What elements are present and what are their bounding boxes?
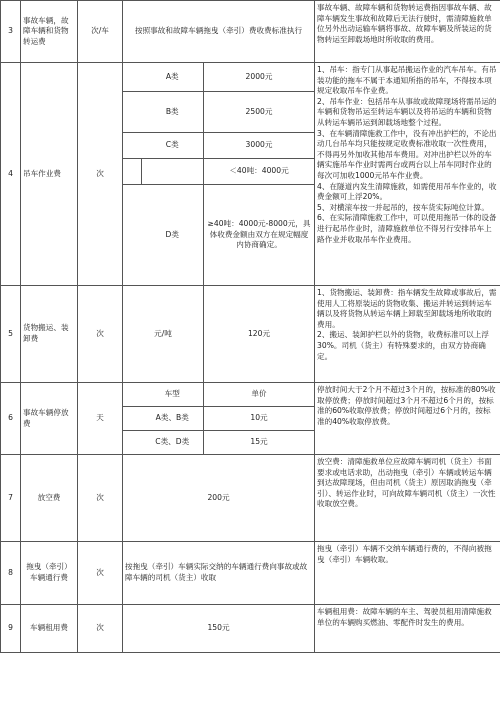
unit: 次 [78,605,123,653]
price: 200元 [123,455,315,542]
tier-price: ＜40吨：4000元 [204,159,315,185]
description: 拖曳（牵引）车辆不交纳车辆通行费的，不得向被拖曳（牵引）车辆收取。 [315,542,500,605]
unit-price-header: 单价 [204,383,315,407]
description: 放空费：清障施救单位应故障车辆司机（货主）书面要求或电话求助，出动拖曳（牵引）车辆或转运车辆到达故障现场，但由司机（货主）原因取消拖曳（牵引）、转运作业时，可向故障车辆司机（货主）一次性收取放空费。 [315,455,500,542]
vehicle-class: B类 [142,92,204,133]
tier-price: 10元 [204,407,315,431]
tier-price: 2500元 [204,92,315,133]
unit: 次 [78,286,123,383]
vehicle-class: A类 [142,63,204,92]
spacer [123,133,142,159]
row-number: 3 [1,1,21,63]
tier-price: 2000元 [204,63,315,92]
description: 停放时间大于2个月不超过3个月的，按标准的80%收取停放费；停放时间超过3个月不超过6个月的，按标准的60%收取停放费；停放时间超过6个月的，按标准的40%收取停放费。 [315,383,500,455]
tier-price: 3000元 [204,133,315,159]
unit: 次 [78,455,123,542]
tier-price: 15元 [204,431,315,455]
item-name: 事故车辆停放费 [21,383,78,455]
price: 150元 [123,605,315,653]
table-row [1,605,500,653]
price: 按照事故和故障车辆拖曳（牵引）费收费标准执行 [123,1,315,63]
item-name: 事故车辆，故障车辆和货物转运费 [21,1,78,63]
price-unit: 元/吨 [123,286,204,383]
description: 车辆租用费：故障车辆的车主、驾驶员租用清障施救单位的车辆购买燃油、零配件时发生的费用。 [315,605,500,653]
spacer [123,63,142,92]
item-name: 拖曳（牵引）车辆通行费 [21,542,78,605]
spacer [123,92,142,133]
table-row [1,383,500,407]
unit: 次 [78,542,123,605]
vehicle-class: A类、B类 [142,407,204,431]
unit: 次/车 [78,1,123,63]
table-row [1,1,500,63]
item-name: 车辆租用费 [21,605,78,653]
vehicle-class: D类 [142,185,204,286]
spacer [123,383,142,407]
spacer [123,407,142,431]
row-number: 4 [1,63,21,286]
item-name: 货物搬运、装卸费 [21,286,78,383]
spacer [123,431,142,455]
description: 1、吊车：指专门从事起吊搬运作业的汽车吊车。有吊装功能的拖车不属于本通知所指的吊车，不得按本项规定收取吊车作业费。 2、吊车作业：包括吊车从事故或故障现场将需吊运的车辆和货物吊运至转运车辆以及将吊运的车辆和货物从转运车辆吊运到卸载场地整个过程。 3、在车辆清障施救工作中，没有冲出护栏的，不论出动几台吊车均只能按规定收费标准收取一次性费用，不得再另外加收其他吊车费用。对冲出护栏以外的车辆实施吊车作业时需两台或两台以上吊车同时作业的每次可加收1000元吊车作业费。 4、在隧道内发生清障施救，如需使用吊车作业的，收费金额可上浮20%。 5、对横滚车按一并起吊的，按车货实际吨位计算。 6、在实际清障施救工作中，可以使用拖吊一体的设备进行起吊作业时，清障施救单位不得另行安排吊车上路作业并收取吊车作业费用。 [315,63,500,286]
vehicle-class: C类、D类 [142,431,204,455]
vehicle-class: C类 [142,133,204,159]
description: 1、货物搬运、装卸费：指车辆发生故障或事故后，需使用人工将原装运的货物收集、搬运并转运到转运车辆以及将货物从转运车辆上卸载至卸载场地所收取的费用。 2、搬运、装卸护栏以外的货物，收费标准可以上浮30%。司机（货主）有特殊要求的，由双方协商确定。 [315,286,500,383]
price: 120元 [204,286,315,383]
unit: 天 [78,383,123,455]
row-number: 8 [1,542,21,605]
table-row [1,542,500,605]
price: 按拖曳（牵引）车辆实际交纳的车辆通行费向事故或故障车辆的司机（货主）收取 [123,542,315,605]
table-row [1,455,500,542]
unit: 次 [78,63,123,286]
vehicle-type-header: 车型 [142,383,204,407]
item-name: 放空费 [21,455,78,542]
vehicle-class-blank [142,159,204,185]
table-row [1,63,500,92]
row-number: 7 [1,455,21,542]
row-number: 6 [1,383,21,455]
tier-price: ≥40吨：4000元-8000元，具体收费金额由双方在规定幅度内协商确定。 [204,185,315,286]
spacer [123,159,142,185]
row-number: 5 [1,286,21,383]
table-row [1,286,500,383]
item-name: 吊车作业费 [21,63,78,286]
spacer [123,185,142,286]
row-number: 9 [1,605,21,653]
description: 事故车辆、故障车辆和货物转运费指因事故车辆、故障车辆发生事故和故障后无法行驶时，需清障施救单位另外出动运输车辆将事故、故障车辆及所装运的货物转运至卸载场地时所收取的费用。 [315,1,500,63]
